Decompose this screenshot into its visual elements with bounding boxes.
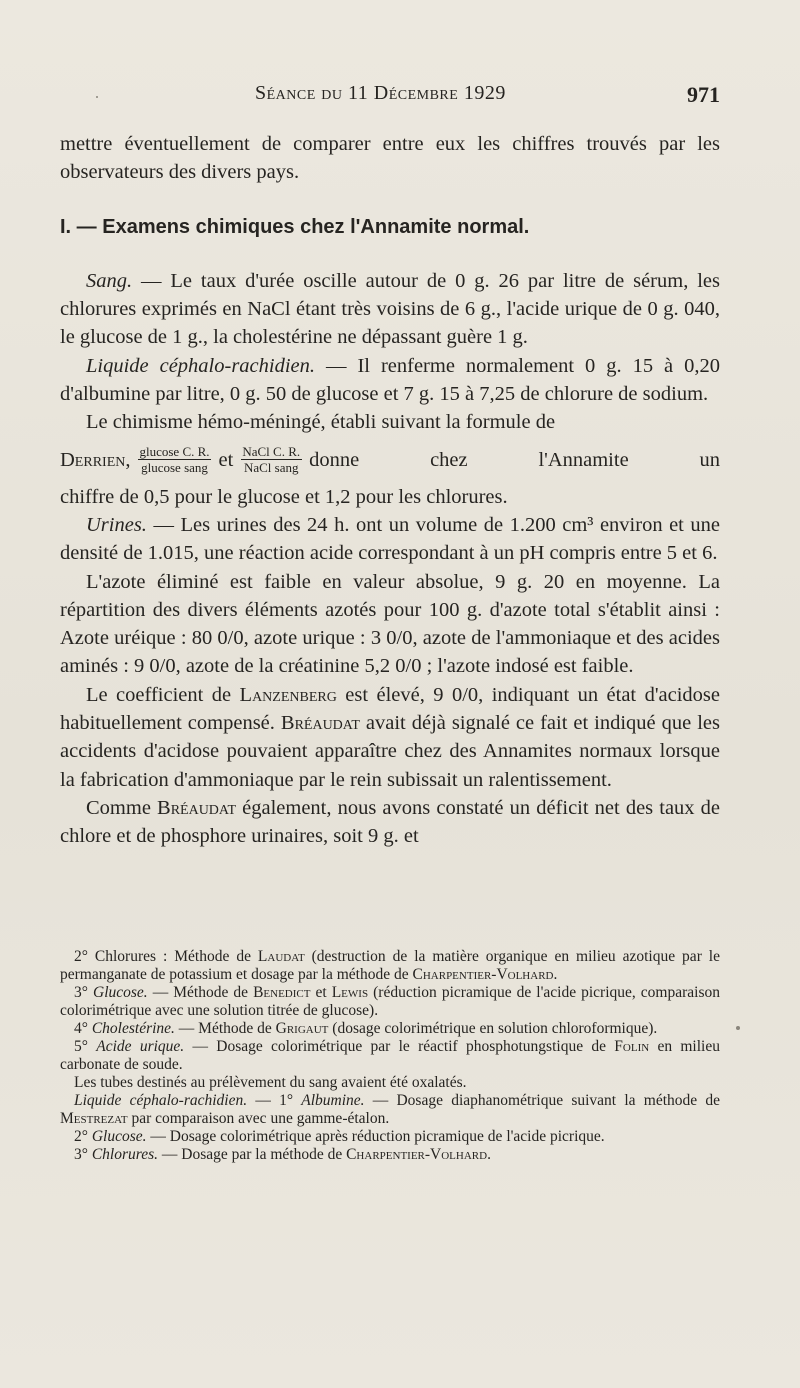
paragraph-coefficient [60, 681, 720, 794]
conjunction-et: et [218, 448, 234, 471]
footnote-lcr [60, 1092, 720, 1128]
text-run: . [553, 966, 558, 983]
author-breaudat: Bréaudat [157, 796, 237, 819]
author-lewis: Lewis [331, 984, 369, 1001]
footnote-cholesterine [60, 1020, 720, 1038]
author-breaudat: Bréaudat [280, 712, 360, 735]
label-glucose: Glucose. [91, 1128, 147, 1145]
text-run: est élevé, 9 0/0, indiquant un état d'acidose habituellement compensé. [60, 683, 720, 735]
footnote-glucose [60, 984, 720, 1020]
text-run: . [487, 1146, 491, 1163]
author-mestrezat: Mestrezat [60, 1110, 128, 1127]
text-run: — 1° [247, 1092, 302, 1109]
label-lcr: Liquide céphalo-rachidien. [86, 354, 316, 377]
text-run: — Méthode de [174, 1020, 276, 1037]
author-charpentier-volhard: Charpentier-Volhard [412, 966, 554, 983]
running-head: Séance du 11 Décembre 1929 [255, 82, 506, 104]
formula-tail: donne chez l'Annamite un [309, 448, 720, 471]
footnote-acide-urique [60, 1038, 720, 1074]
label-sang: Sang. [86, 269, 133, 292]
text-run: — Dosage par la méthode de [158, 1146, 347, 1163]
main-text [60, 130, 720, 851]
label-glucose: Glucose. [93, 984, 148, 1001]
text-run: 5° [74, 1038, 97, 1055]
text-run: Le coefficient de [86, 683, 240, 706]
label-lcr: Liquide céphalo-rachidien. [74, 1092, 248, 1109]
label-albumine: Albumine. [301, 1092, 365, 1109]
text-run: (réduction picramique de l'acide picrique, comparaison colorimétrique avec une solution titrée de glucose). [60, 984, 721, 1019]
section-heading: I. — Examens chimiques chez l'Annamite normal. [60, 215, 530, 238]
author-grigaut: Grigaut [275, 1020, 329, 1037]
text-urines: — Les urines des 24 h. ont un volume de 1.200 cm³ environ et une densité de 1.015, une réaction acide correspondant à un pH compris entre 5 et 6. [60, 513, 720, 565]
author-laudat: Laudat [257, 948, 305, 965]
label-chlorures: Chlorures. [91, 1146, 158, 1163]
text-run: — Dosage diaphanométrique suivant la méthode de [364, 1092, 720, 1109]
text-run: par comparaison avec une gamme-étalon. [127, 1110, 390, 1127]
label-cholesterine: Cholestérine. [91, 1020, 175, 1037]
text-run: en milieu carbonate de soude. [60, 1038, 720, 1073]
text-run: également, nous avons constaté un déficit net des taux de chlore et de phosphore urinaires, soit 9 g. et [60, 796, 720, 848]
page-header [60, 82, 720, 114]
formula-continuation: chiffre de 0,5 pour le glucose et 1,2 pour les chlorures. [60, 485, 508, 508]
text-run: 3° [74, 1146, 92, 1163]
footnote-chlorures [60, 948, 720, 984]
paragraph-urines [60, 511, 720, 568]
paper-speck [96, 96, 98, 98]
footnote-lcr-glucose [60, 1128, 720, 1146]
paper-speck [736, 1026, 740, 1030]
page-number: 971 [687, 82, 720, 107]
paragraph-comme [60, 794, 720, 851]
fraction-nacl [239, 444, 303, 475]
fraction-glucose-denominator: glucose sang [138, 459, 211, 475]
fraction-glucose-numerator: glucose C. R. [139, 444, 210, 460]
paragraph-azote: L'azote éliminé est faible en valeur absolue, 9 g. 20 en moyenne. La répartition des divers éléments azotés pour 100 g. d'azote total s'établit ainsi : Azote uréique : 80 0/0, azote urique : 3 0/0, azote de l'ammoniaque et des acides aminés : 9 0/0, azote de la créatinine 5,2 0/0 ; l'azote indosé est faible. [60, 570, 720, 678]
label-acide-urique: Acide urique. [96, 1038, 185, 1055]
paragraph-chimisme: Le chimisme hémo-méningé, établi suivant la formule de [86, 411, 556, 434]
text-run: — Dosage colorimétrique après réduction picramique de l'acide picrique. [146, 1128, 605, 1145]
formula-line [60, 437, 720, 483]
text-run: et [310, 984, 332, 1001]
paragraph-continuation: mettre éventuellement de comparer entre eux les chiffres trouvés par les observateurs des divers pays. [60, 133, 720, 184]
text-run: (destruction de la matière organique en milieu azotique par le permanganate de potassium et dosage par la méthode de [60, 948, 720, 983]
text-run: Comme [86, 796, 158, 819]
label-urines: Urines. [86, 513, 147, 536]
text-sang: — Le taux d'urée oscille autour de 0 g. 26 par litre de sérum, les chlorures exprimés en NaCl étant très voisins de 6 g., l'acide urique de 0 g. 040, le glucose de 1 g., la cholestérine ne dépassant guère 1 g. [60, 269, 720, 349]
author-derrien: Derrien, [60, 448, 131, 471]
text-run: 3° [74, 984, 93, 1001]
author-charpentier-volhard: Charpentier-Volhard [346, 1146, 488, 1163]
footnote-lcr-chlorures [60, 1146, 720, 1164]
fraction-nacl-denominator: NaCl sang [241, 459, 302, 475]
paragraph-sang [60, 267, 720, 352]
footnote-tubes: Les tubes destinés au prélèvement du sang avaient été oxalatés. [74, 1074, 467, 1091]
text-lcr: — Il renferme normalement 0 g. 15 à 0,20 d'albumine par litre, 0 g. 50 de glucose et 7 g. 15 à 7,25 de chlorure de sodium. [60, 354, 720, 406]
text-run: — Dosage colorimétrique par le réactif phosphotungstique de [184, 1038, 615, 1055]
text-run: 2° [74, 1128, 92, 1145]
author-lanzenberg: Lanzenberg [239, 683, 337, 706]
footnotes [60, 948, 720, 1164]
author-folin: Folin [614, 1038, 650, 1055]
text-run: (dosage colorimétrique en solution chloroformique). [328, 1020, 658, 1037]
text-run: avait déjà signalé ce fait et indiqué que les accidents d'acidose pouvaient apparaître chez des Annamites normaux lorsque la fabrication d'ammoniaque par le rein subissait un ralentissement. [60, 712, 720, 791]
author-benedict: Benedict [253, 984, 311, 1001]
paragraph-lcr [60, 352, 720, 409]
text-run: — Méthode de [147, 984, 254, 1001]
text-run: 2° Chlorures : Méthode de [74, 948, 258, 965]
text-run: 4° [74, 1020, 92, 1037]
fraction-glucose [136, 444, 212, 475]
fraction-nacl-numerator: NaCl C. R. [242, 444, 301, 460]
